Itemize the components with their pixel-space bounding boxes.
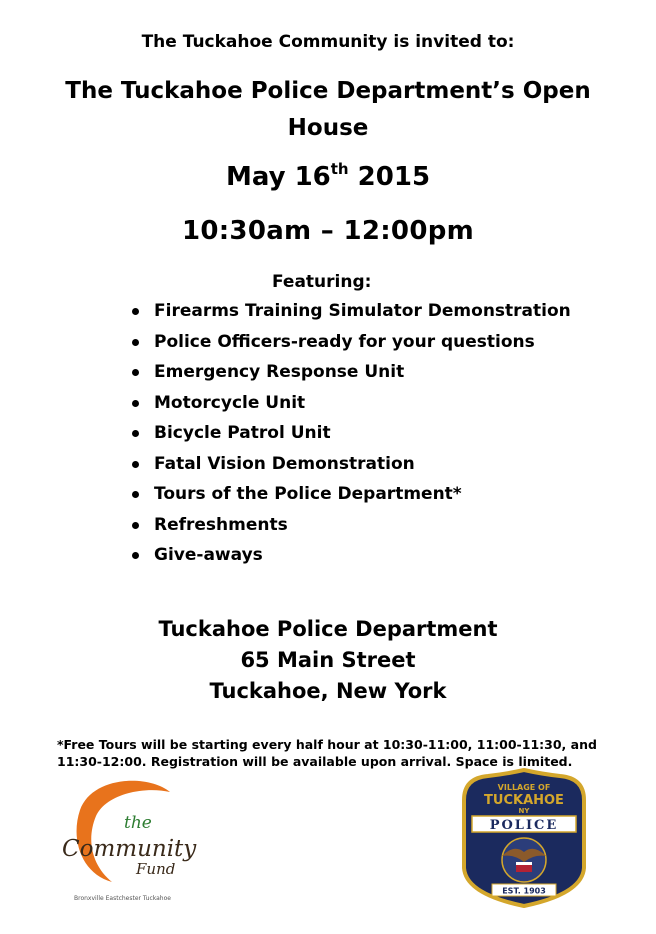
featuring-label: Featuring: (272, 272, 372, 292)
address-line-2: 65 Main Street (240, 648, 416, 672)
address-line-3: Tuckahoe, New York (209, 679, 447, 703)
badge-state: NY (518, 807, 530, 815)
intro-line: The Tuckahoe Community is invited to: (141, 32, 515, 52)
event-title: The Tuckahoe Police Department’s Open House (65, 78, 591, 141)
event-date (0, 160, 656, 192)
flag-stripe (516, 862, 532, 865)
event-time: 10:30am – 12:00pm (181, 216, 475, 246)
badge-est: EST. 1903 (502, 886, 546, 896)
address-block (0, 614, 656, 707)
list-item: Firearms Training Simulator Demonstration (130, 297, 571, 328)
date-year: 2015 (348, 162, 431, 192)
date-ordinal: th (330, 160, 349, 178)
logo-the: the (124, 813, 152, 833)
list-item: Motorcycle Unit (130, 389, 571, 420)
list-item: Fatal Vision Demonstration (130, 450, 571, 481)
logo-fund: Fund (136, 860, 176, 878)
community-fund-logo (52, 770, 212, 905)
list-item: Refreshments (130, 511, 571, 542)
footnote: *Free Tours will be starting every half hour at 10:30-11:00, 11:00-11:30, and 11:30-12:00. Registration will be available upon arrival. Space is limited. (57, 737, 597, 769)
list-item: Bicycle Patrol Unit (130, 419, 571, 450)
logo-towns: Bronxville Eastchester Tuckahoe (74, 895, 171, 902)
badge-name: TUCKAHOE (484, 793, 564, 808)
logo-community: Community (62, 836, 197, 862)
list-item: Police Officers-ready for your questions (130, 328, 571, 359)
list-item: Tours of the Police Department* (130, 480, 571, 511)
badge-top-text: VILLAGE OF (497, 783, 551, 792)
date-month-day: May 16 (225, 162, 331, 192)
features-list (130, 297, 571, 572)
list-item: Give-aways (130, 541, 571, 572)
badge-word: POLICE (489, 818, 559, 833)
list-item: Emergency Response Unit (130, 358, 571, 389)
police-badge-icon (458, 768, 590, 908)
address-line-1: Tuckahoe Police Department (158, 617, 498, 641)
